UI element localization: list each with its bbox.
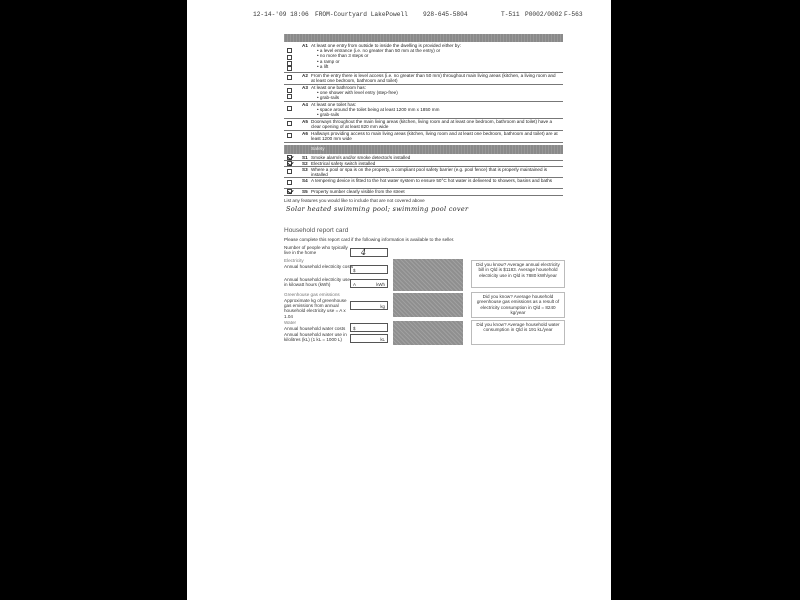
fax-code: T-511 — [501, 11, 520, 18]
people-value: 4 — [361, 248, 367, 257]
list-item: • a lift — [317, 64, 559, 69]
access-checkbox[interactable] — [287, 121, 292, 126]
grey-shaded-area — [393, 321, 463, 345]
list-item: • one shower with level entry (step-free) — [317, 90, 559, 95]
did-you-know-ghg: Did you know? Average household greenhouse gas emissions as a result of electricity consumption in Qld = 8240 kg/year — [471, 292, 565, 318]
access-checkbox[interactable] — [287, 48, 292, 53]
ghg-heading: Greenhouse gas emissions — [284, 292, 340, 297]
safety-section-bar — [284, 145, 563, 154]
item-list — [311, 90, 559, 100]
access-checkbox[interactable] — [287, 75, 292, 80]
safety-section-title: Safety — [311, 146, 325, 152]
item-text: At least one bathroom has: — [311, 85, 366, 90]
fax-timestamp: 12-14-'09 18:06 — [253, 11, 309, 18]
access-row-a3 — [284, 84, 563, 102]
access-checkbox[interactable] — [287, 94, 292, 99]
unit-label: kg — [380, 303, 385, 309]
item-code: A2 — [302, 73, 308, 78]
item-text: At least one entry from outside to inside the dwelling is provided either by: — [311, 43, 461, 48]
water-use-field[interactable] — [350, 334, 388, 343]
elec-cost-label: Annual household electricity costs — [284, 264, 354, 269]
access-checkbox[interactable] — [287, 66, 292, 71]
unit-label: kL — [380, 336, 385, 342]
safety-checkbox[interactable] — [287, 161, 292, 166]
water-cost-field[interactable] — [350, 323, 388, 332]
access-row-a4 — [284, 101, 563, 119]
safety-checkbox[interactable] — [287, 155, 292, 160]
water-use-label: Annual household water use in kilolitres (kL) (1 kL = 1000 L) — [284, 332, 347, 343]
access-section-bar — [284, 34, 563, 42]
elec-use-field[interactable] — [350, 279, 388, 288]
list-item: • space around the toilet being at least 1200 mm x 1850 mm — [317, 107, 559, 112]
report-card-title: Household report card — [284, 227, 349, 234]
item-text: Property number clearly visible from the street — [311, 189, 405, 194]
people-label: Number of people who typically live in the home — [284, 245, 348, 256]
item-text: Smoke alarm/s and/or smoke detector/s installed — [311, 154, 411, 160]
item-code: A4 — [302, 102, 308, 107]
grey-shaded-area — [393, 259, 463, 291]
access-row-a1 — [284, 42, 563, 73]
item-code: A1 — [302, 43, 308, 48]
list-item: • grab-rails — [317, 112, 559, 117]
access-row-a6 — [284, 130, 563, 143]
list-item: • a level entrance (i.e. no greater than 50 mm at the entry) or — [317, 48, 559, 53]
item-code: S2 — [302, 160, 308, 166]
item-code: S5 — [302, 189, 308, 194]
ghg-field[interactable] — [350, 301, 388, 310]
people-field[interactable] — [350, 248, 388, 257]
ghg-label: Approximate kg of greenhouse gas emissions from annual household electricity use = A x 1.04 — [284, 298, 347, 319]
unit-label: kWh — [376, 281, 385, 287]
other-features-handwriting: Solar heated swimming pool; swimming pool cover — [286, 205, 469, 213]
safety-checkbox[interactable] — [287, 189, 292, 194]
safety-row — [284, 188, 563, 196]
item-text: At least one toilet has: — [311, 102, 357, 107]
list-item: • no more than 3 steps or — [317, 53, 559, 58]
item-text: Doorways throughout the main living areas (kitchen, living room and at least one bedroom, bathroom and toilet) have a clear opening of at least 820 mm wide — [311, 119, 553, 130]
fax-page — [187, 0, 611, 600]
did-you-know-electricity: Did you know? Average annual electricity bill in Qld is $1183. Average household electricity use in Qld is 7880 kWh/year — [471, 260, 565, 288]
safety-checkbox[interactable] — [287, 169, 292, 174]
other-features-label: List any features you would like to include that are not covered above — [284, 198, 425, 203]
item-code: A6 — [302, 131, 308, 136]
did-you-know-water: Did you know? Average household water consumption in Qld is 191 kL/year — [471, 320, 565, 345]
item-code: S3 — [302, 167, 308, 172]
list-item: • grab-rails — [317, 95, 559, 100]
item-code: S1 — [302, 154, 308, 160]
item-list — [311, 107, 559, 117]
item-text: Hallways providing access to main living areas (kitchen, living room and at least one bedroom, bathroom and toilet) are at least 1200 mm wide — [311, 131, 558, 142]
water-heading: Water — [284, 320, 297, 325]
fax-phone: 928-645-5804 — [423, 11, 468, 18]
field-prefix: A — [353, 281, 356, 287]
grey-shaded-area — [393, 293, 463, 317]
access-checkbox[interactable] — [287, 106, 292, 111]
access-checkbox[interactable] — [287, 55, 292, 60]
elec-use-label: Annual household electricity use in kilowatt hours (kWh) — [284, 277, 350, 288]
currency-prefix: $ — [353, 267, 356, 273]
item-list — [311, 48, 559, 69]
elec-cost-field[interactable] — [350, 265, 388, 274]
list-item: • a ramp or — [317, 59, 559, 64]
item-code: S4 — [302, 178, 308, 183]
access-checkbox[interactable] — [287, 88, 292, 93]
item-text: From the entry there is level access (i.e. no greater than 50 mm) throughout main living areas (kitchen, a living room and at least one bedroom, bathroom and toilet) — [311, 73, 556, 84]
item-text: A tempering device is fitted to the hot water system to ensure 50°C hot water is delivered to showers, basins and baths — [311, 178, 553, 183]
item-code: A5 — [302, 119, 308, 124]
report-card-intro: Please complete this report card if the following information is available to the seller. — [284, 237, 455, 242]
access-checkbox[interactable] — [287, 133, 292, 138]
electricity-heading: Electricity — [284, 258, 304, 263]
item-text: Where a pool or spa is on the property, a compliant pool safety barrier (e.g. pool fence) that is properly maintained is installed — [311, 167, 548, 178]
currency-prefix: $ — [353, 325, 356, 331]
item-text: Electrical safety switch installed — [311, 160, 376, 166]
fax-fcode: F-563 — [564, 11, 583, 18]
water-cost-label: Annual household water costs — [284, 326, 346, 331]
item-code: A3 — [302, 85, 308, 90]
fax-pages: P0002/0002 — [525, 11, 563, 18]
safety-checkbox[interactable] — [287, 180, 292, 185]
fax-from: FROM-Courtyard LakePowell — [315, 11, 408, 18]
